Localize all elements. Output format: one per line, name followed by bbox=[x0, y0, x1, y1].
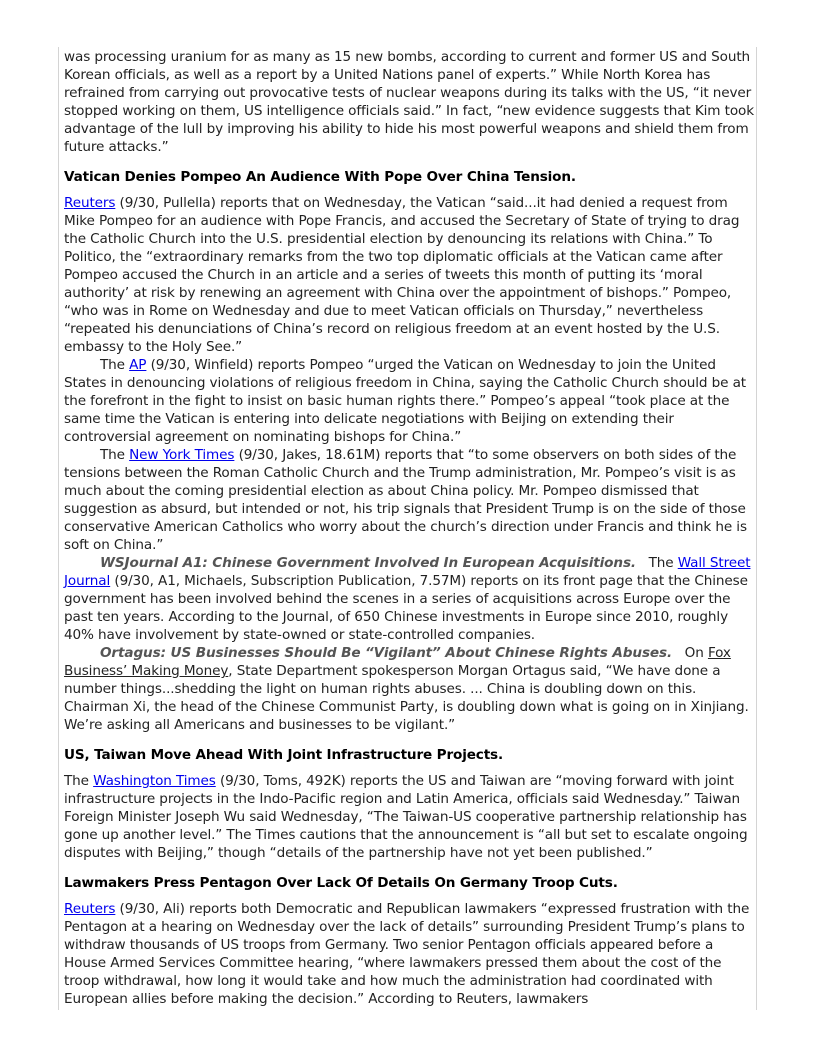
text-pre: The bbox=[635, 555, 678, 571]
text-body: (9/30, A1, Michaels, Subscription Publication, 7.57M) reports on its front page that the Chinese government has been involved behind the scenes in a series of acquisitions across Europe over the past ten years. According to the Journal, of 650 Chinese investments in Europe since 2010, roughly 40% have involvement by state-owned or state-controlled companies. bbox=[64, 573, 748, 643]
source-fox-business: Fox Business’ Making Money bbox=[64, 645, 731, 679]
link-ap[interactable]: AP bbox=[129, 357, 147, 373]
article-germany-troops bbox=[64, 874, 756, 1008]
text-body: (9/30, Toms, 492K) reports the US and Taiwan are “moving forward with joint infrastructure projects in the Indo-Pacific region and Latin America, officials said Wednesday.” Taiwan Foreign Minister Joseph Wu said Wednesday, “The Taiwan-US cooperative partnership relationship has gone up another level.” The Times cautions that the announcement is “all but set to escalate ongoing disputes with Beijing,” though “details of the partnership have not yet been published.” bbox=[64, 773, 748, 861]
headline-germany-troops: Lawmakers Press Pentagon Over Lack Of Details On Germany Troop Cuts. bbox=[64, 875, 618, 891]
subhead-ortagus: Ortagus: US Businesses Should Be “Vigilant” About Chinese Rights Abuses. bbox=[100, 645, 673, 661]
text-body: (9/30, Ali) reports both Democratic and Republican lawmakers “expressed frustration with the Pentagon at a hearing on Wednesday over the lack of details” surrounding President Trump’s plans to withdraw thousands of US troops from Germany. Two senior Pentagon officials appeared before a House Armed Services Committee hearing, “where lawmakers pressed them about the cost of the troop withdrawal, how long it would take and how much the administration had coordinated with European allies before making the decision.” According to Reuters, lawmakers bbox=[64, 901, 750, 1007]
paragraph-reuters-vatican bbox=[64, 194, 756, 356]
link-reuters[interactable]: Reuters bbox=[64, 901, 116, 917]
article-taiwan bbox=[64, 746, 756, 862]
text-pre: The bbox=[100, 357, 130, 373]
link-new-york-times[interactable]: New York Times bbox=[129, 447, 235, 463]
link-wall-street-journal[interactable]: Wall Street Journal bbox=[64, 555, 751, 589]
paragraph-wsj bbox=[64, 554, 756, 644]
headline-vatican: Vatican Denies Pompeo An Audience With Pope Over China Tension. bbox=[64, 169, 576, 185]
paragraph-nyt bbox=[64, 446, 756, 554]
paragraph-reuters-germany bbox=[64, 900, 756, 1008]
paragraph-ortagus bbox=[64, 644, 756, 734]
text-pre: The bbox=[64, 773, 94, 789]
subhead-wsj: WSJournal A1: Chinese Government Involved In European Acquisitions. bbox=[100, 555, 636, 571]
document-body bbox=[64, 48, 756, 1008]
headline-taiwan: US, Taiwan Move Ahead With Joint Infrastructure Projects. bbox=[64, 747, 504, 763]
text-body: , State Department spokesperson Morgan Ortagus said, “We have done a number things...shedding the light on human rights abuses. ... China is doubling down on this. Chairman Xi, the head of the Chinese Communist Party, is doubling down what is going on in Xinjiang. We’re asking all Americans and businesses to be vigilant.” bbox=[64, 663, 749, 733]
link-washington-times[interactable]: Washington Times bbox=[93, 773, 216, 789]
text-pre: On bbox=[672, 645, 708, 661]
text-body: (9/30, Winfield) reports Pompeo “urged the Vatican on Wednesday to join the United States in denouncing violations of religious freedom in China, saying the Catholic Church should be at the forefront in the fight to insist on basic human rights there.” Pompeo’s appeal “took place at the same time the Vatican is entering into delicate negotiations with Beijing on extending their controversial agreement on nominating bishops for China.” bbox=[64, 357, 747, 445]
paragraph-washington-times bbox=[64, 772, 756, 862]
paragraph-ap bbox=[64, 356, 756, 446]
text-body: (9/30, Jakes, 18.61M) reports that “to some observers on both sides of the tensions between the Roman Catholic Church and the Trump administration, Mr. Pompeo’s visit is as much about the coming presidential election as about China policy. Mr. Pompeo dismissed that suggestion as absurd, but intended or not, his trip signals that President Trump is on the side of those conservative American Catholics who worry about the church’s direction under Francis and think he is soft on China.” bbox=[64, 447, 747, 553]
link-reuters[interactable]: Reuters bbox=[64, 195, 116, 211]
article-vatican bbox=[64, 168, 756, 734]
text-pre: The bbox=[100, 447, 130, 463]
text-body: (9/30, Pullella) reports that on Wednesday, the Vatican “said...it had denied a request from Mike Pompeo for an audience with Pope Francis, and accused the Secretary of State of trying to drag the Catholic Church into the U.S. presidential election by denouncing its relations with China.” To Politico, the “extraordinary remarks from the two top diplomatic officials at the Vatican came after Pompeo accused the Church in an article and a series of tweets this month of putting its ‘moral authority’ at risk by renewing an agreement with China over the appointment of bishops.” Pompeo, “who was in Rome on Wednesday and due to meet Vatican officials on Thursday,” nevertheless “repeated his denunciations of China’s record on religious freedom at an event hosted by the U.S. embassy to the Holy See.” bbox=[64, 195, 740, 355]
intro-paragraph: was processing uranium for as many as 15 new bombs, according to current and former US and South Korean officials, as well as a report by a United Nations panel of experts.” While North Korea has refrained from carrying out provocative tests of nuclear weapons during its talks with the US, “it never stopped working on them, US intelligence officials said.” In fact, “new evidence suggests that Kim took advantage of the lull by improving his ability to hide his most powerful weapons and shield them from future attacks.” bbox=[64, 49, 754, 155]
